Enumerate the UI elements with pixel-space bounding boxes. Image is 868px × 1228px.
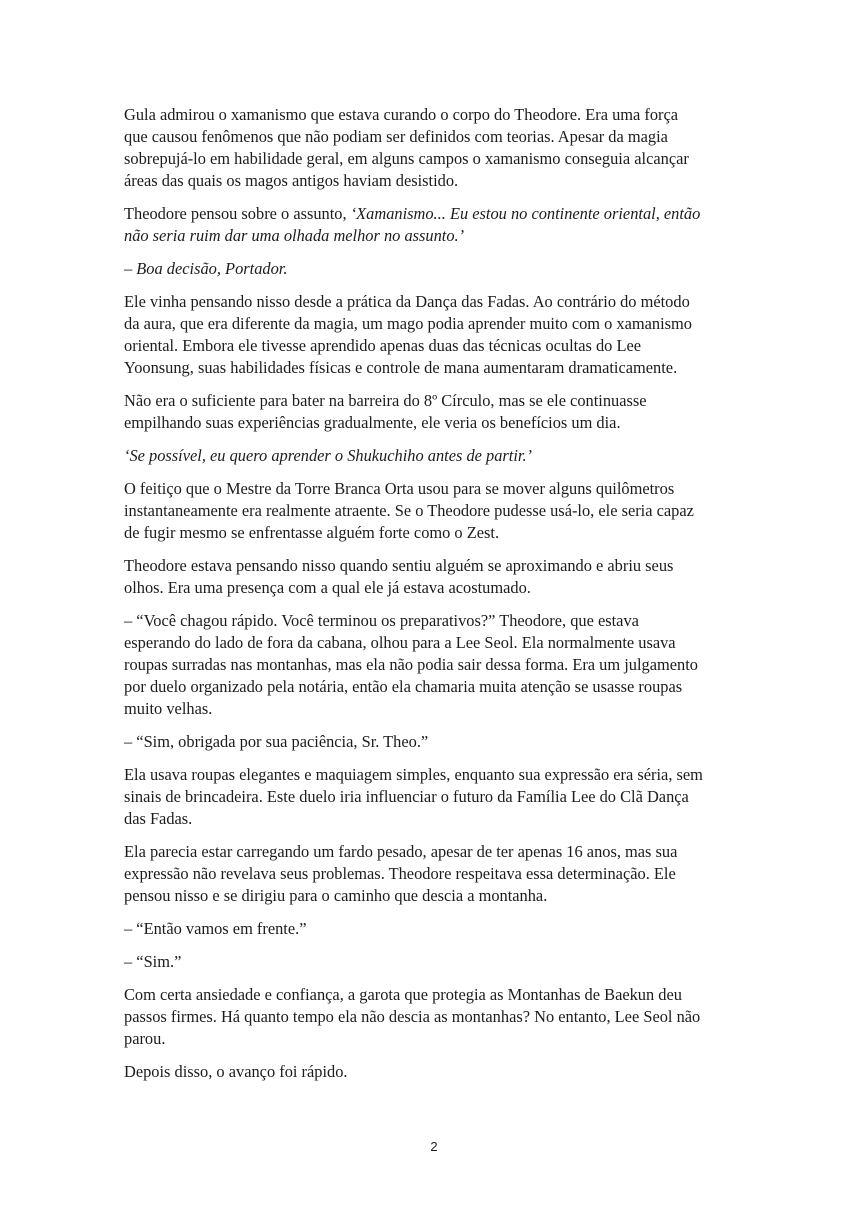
paragraph: – “Você chagou rápido. Você terminou os preparativos?” Theodore, que estava esperando do lado de fora da cabana, olhou para a Lee Seol. Ela normalmente usava roupas surradas nas montanhas, mas ela não podia sair dessa forma. Era um julgamento por duelo organizado pela notária, então ela chamaria muita atenção se usasse roupas muito velhas.: [124, 611, 698, 718]
paragraph: Ele vinha pensando nisso desde a prática da Dança das Fadas. Ao contrário do método da aura, que era diferente da magia, um mago podia aprender muito com o xamanismo oriental. Embora ele tivesse aprendido apenas duas das técnicas ocultas do Lee Yoonsung, suas habilidades físicas e controle de mana aumentaram dramaticamente.: [124, 292, 692, 377]
paragraph: Ela parecia estar carregando um fardo pesado, apesar de ter apenas 16 anos, mas sua expressão não revelava seus problemas. Theodore respeitava essa determinação. Ele pensou nisso e se dirigiu para o caminho que descia a montanha.: [124, 842, 678, 905]
dialogue-line: – Boa decisão, Portador.: [124, 259, 288, 278]
dialogue-line: – “Sim, obrigada por sua paciência, Sr. Theo.”: [124, 732, 429, 751]
paragraph: Theodore estava pensando nisso quando sentiu alguém se aproximando e abriu seus olhos. Era uma presença com a qual ele já estava acostumado.: [124, 556, 674, 597]
paragraph: Ela usava roupas elegantes e maquiagem simples, enquanto sua expressão era séria, sem sinais de brincadeira. Este duelo iria influenciar o futuro da Família Lee do Clã Dança das Fadas.: [124, 765, 703, 828]
dialogue-line: – “Então vamos em frente.”: [124, 919, 307, 938]
page-number: 2: [430, 1139, 438, 1154]
dialogue-line: – “Sim.”: [124, 952, 182, 971]
paragraph: [124, 203, 748, 247]
paragraph: Com certa ansiedade e confiança, a garota que protegia as Montanhas de Baekun deu passos firmes. Há quanto tempo ela não descia as montanhas? No entanto, Lee Seol não parou.: [124, 985, 701, 1048]
paragraph: Depois disso, o avanço foi rápido.: [124, 1062, 348, 1081]
body-text: [124, 104, 748, 1094]
paragraph-lead: Theodore pensou sobre o assunto,: [124, 204, 351, 223]
paragraph: O feitiço que o Mestre da Torre Branca Orta usou para se mover alguns quilômetros instantaneamente era realmente atraente. Se o Theodore pudesse usá-lo, ele seria capaz de fugir mesmo se enfrentasse alguém forte como o Zest.: [124, 479, 694, 542]
italic-thought: ‘Xamanismo... Eu estou no continente oriental, então não seria ruim dar uma olhada melhor no assunto.’: [124, 204, 701, 245]
paragraph: Não era o suficiente para bater na barreira do 8º Círculo, mas se ele continuasse empilhando suas experiências gradualmente, ele veria os benefícios um dia.: [124, 391, 647, 432]
italic-thought-paragraph: ‘Se possível, eu quero aprender o Shukuchiho antes de partir.’: [124, 446, 533, 465]
paragraph: Gula admirou o xamanismo que estava curando o corpo do Theodore. Era uma força que causou fenômenos que não podiam ser definidos com teorias. Apesar da magia sobrepujá-lo em habilidade geral, em alguns campos o xamanismo conseguia alcançar áreas das quais os magos antigos haviam desistido.: [124, 105, 689, 190]
